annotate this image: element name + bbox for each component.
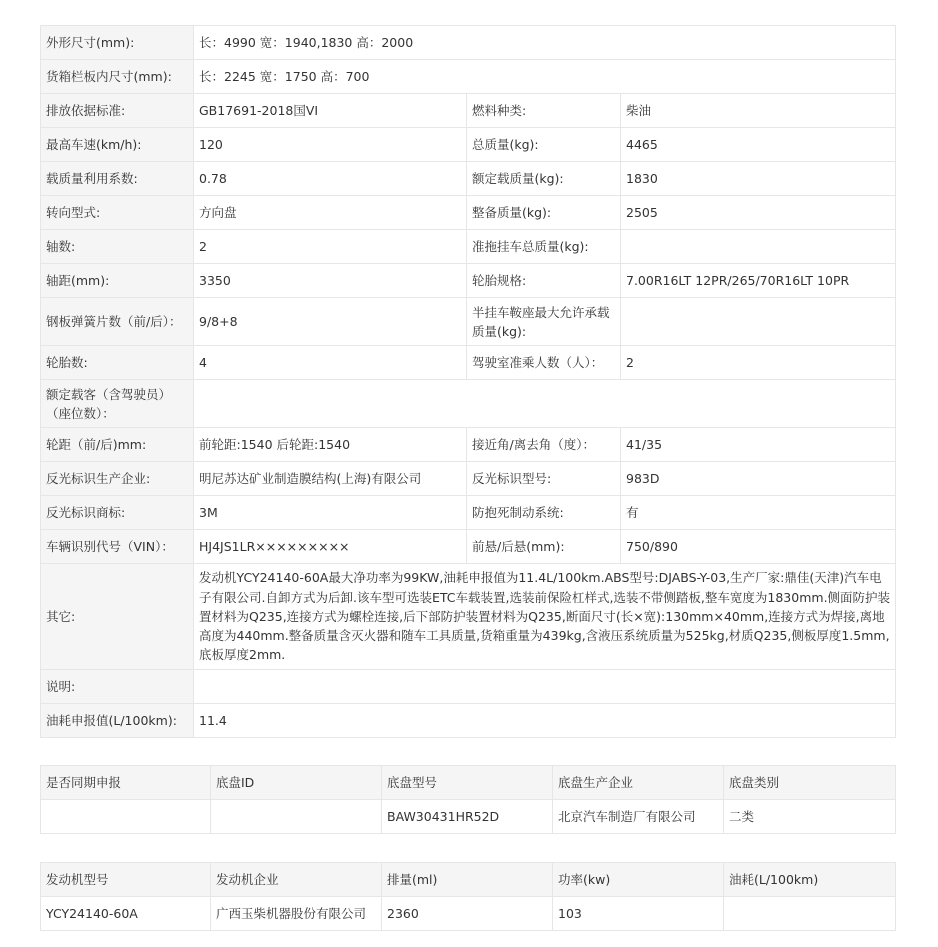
spec-row xyxy=(41,230,896,264)
spec-value: 长：4990 宽：1940,1830 高：2000 xyxy=(194,26,896,60)
spec-label: 前悬/后悬(mm): xyxy=(467,530,621,564)
spec-value: 3350 xyxy=(194,264,467,298)
engine-cell: 2360 xyxy=(382,897,553,931)
spec-value: 120 xyxy=(194,128,467,162)
spec-label: 防抱死制动系统: xyxy=(467,496,621,530)
spec-row xyxy=(41,496,896,530)
spec-value: 2505 xyxy=(621,196,896,230)
spec-label: 轴数: xyxy=(41,230,194,264)
spec-row xyxy=(41,564,896,670)
spec-value xyxy=(621,298,896,346)
spec-label: 轮胎规格: xyxy=(467,264,621,298)
spec-label: 燃料种类: xyxy=(467,94,621,128)
spec-value: 2 xyxy=(621,346,896,380)
engine-cell: 103 xyxy=(553,897,724,931)
spec-value: 0.78 xyxy=(194,162,467,196)
engine-header-cell: 发动机企业 xyxy=(211,863,382,897)
spec-row xyxy=(41,428,896,462)
chassis-cell xyxy=(211,800,382,834)
spec-value: 发动机YCY24140-60A最大净功率为99KW,油耗申报值为11.4L/100km.ABS型号:DJABS-Y-03,生产厂家:鼎佳(天津)汽车电子有限公司.自卸方式为后卸.该车型可选装ETC车载装置,选装前保险杠样式,选装不带侧踏板,整车宽度为1830mm.侧面防护装置材料为Q235,连接方式为螺栓连接,后下部防护装置材料为Q235,断面尺寸(长×宽):130mm×40mm,连接方式为焊接,离地高度为440mm.整备质量含灭火器和随车工具质量,货箱重量为439kg,含液压系统质量为525kg,材质Q235,侧板厚度1.5mm,底板厚度2mm. xyxy=(194,564,896,670)
spec-label: 半挂车鞍座最大允许承载质量(kg): xyxy=(467,298,621,346)
spec-value: HJ4JS1LR××××××××× xyxy=(194,530,467,564)
spec-row xyxy=(41,298,896,346)
spec-label: 钢板弹簧片数（前/后）： xyxy=(41,298,194,346)
spec-value: 4 xyxy=(194,346,467,380)
spec-row xyxy=(41,196,896,230)
spec-row xyxy=(41,462,896,496)
chassis-cell xyxy=(41,800,211,834)
spec-row xyxy=(41,264,896,298)
spec-label: 油耗申报值(L/100km): xyxy=(41,704,194,738)
spec-row xyxy=(41,670,896,704)
spec-label: 车辆识别代号（VIN）： xyxy=(41,530,194,564)
engine-header-cell: 排量(ml) xyxy=(382,863,553,897)
spec-label: 转向型式: xyxy=(41,196,194,230)
chassis-header-cell: 底盘类别 xyxy=(724,766,896,800)
spec-label: 载质量利用系数: xyxy=(41,162,194,196)
engine-header-cell: 发动机型号 xyxy=(41,863,211,897)
spec-value xyxy=(194,380,896,428)
chassis-cell: 二类 xyxy=(724,800,896,834)
engine-header-cell: 油耗(L/100km) xyxy=(724,863,896,897)
spec-label: 反光标识型号: xyxy=(467,462,621,496)
spec-label: 排放依据标准: xyxy=(41,94,194,128)
engine-cell xyxy=(724,897,896,931)
spec-row xyxy=(41,346,896,380)
spec-label: 准拖挂车总质量(kg): xyxy=(467,230,621,264)
spec-value xyxy=(194,670,896,704)
spec-value: 1830 xyxy=(621,162,896,196)
spec-value: 7.00R16LT 12PR/265/70R16LT 10PR xyxy=(621,264,896,298)
vehicle-spec-table xyxy=(40,25,896,738)
spec-label: 反光标识生产企业: xyxy=(41,462,194,496)
spec-row xyxy=(41,26,896,60)
spec-value: 750/890 xyxy=(621,530,896,564)
chassis-cell: 北京汽车制造厂有限公司 xyxy=(553,800,724,834)
spec-value: 有 xyxy=(621,496,896,530)
spec-value: 明尼苏达矿业制造膜结构(上海)有限公司 xyxy=(194,462,467,496)
spec-row xyxy=(41,94,896,128)
spec-label: 说明: xyxy=(41,670,194,704)
spec-value: 3M xyxy=(194,496,467,530)
spec-label: 外形尺寸(mm): xyxy=(41,26,194,60)
spec-value: 方向盘 xyxy=(194,196,467,230)
chassis-table xyxy=(40,765,896,834)
spec-row xyxy=(41,128,896,162)
spec-row xyxy=(41,380,896,428)
spec-value: 2 xyxy=(194,230,467,264)
spec-row xyxy=(41,704,896,738)
spec-value: 柴油 xyxy=(621,94,896,128)
chassis-header-row xyxy=(41,766,896,800)
spec-label: 轮胎数: xyxy=(41,346,194,380)
spec-label: 接近角/离去角（度）： xyxy=(467,428,621,462)
spec-label: 额定载客（含驾驶员）（座位数）： xyxy=(41,380,194,428)
spec-value: GB17691-2018国VI xyxy=(194,94,467,128)
engine-cell: 广西玉柴机器股份有限公司 xyxy=(211,897,382,931)
spec-value: 983D xyxy=(621,462,896,496)
spec-label: 反光标识商标: xyxy=(41,496,194,530)
spec-row xyxy=(41,530,896,564)
spec-label: 整备质量(kg): xyxy=(467,196,621,230)
engine-header-cell: 功率(kw) xyxy=(553,863,724,897)
chassis-row xyxy=(41,800,896,834)
spec-value: 11.4 xyxy=(194,704,896,738)
engine-row xyxy=(41,897,896,931)
spec-label: 其它: xyxy=(41,564,194,670)
spec-row xyxy=(41,162,896,196)
chassis-header-cell: 底盘型号 xyxy=(382,766,553,800)
spec-label: 最高车速(km/h): xyxy=(41,128,194,162)
engine-table xyxy=(40,862,896,931)
spec-value: 长：2245 宽：1750 高：700 xyxy=(194,60,896,94)
spec-label: 驾驶室准乘人数（人）： xyxy=(467,346,621,380)
chassis-header-cell: 底盘生产企业 xyxy=(553,766,724,800)
engine-cell: YCY24140-60A xyxy=(41,897,211,931)
spec-label: 总质量(kg): xyxy=(467,128,621,162)
spec-label: 货箱栏板内尺寸(mm): xyxy=(41,60,194,94)
spec-value xyxy=(621,230,896,264)
spec-value: 9/8+8 xyxy=(194,298,467,346)
chassis-header-cell: 是否同期申报 xyxy=(41,766,211,800)
chassis-cell: BAW30431HR52D xyxy=(382,800,553,834)
spec-label: 轴距(mm): xyxy=(41,264,194,298)
spec-label: 轮距（前/后)mm: xyxy=(41,428,194,462)
spec-value: 前轮距:1540 后轮距:1540 xyxy=(194,428,467,462)
engine-header-row xyxy=(41,863,896,897)
spec-label: 额定载质量(kg): xyxy=(467,162,621,196)
chassis-header-cell: 底盘ID xyxy=(211,766,382,800)
spec-value: 4465 xyxy=(621,128,896,162)
spec-value: 41/35 xyxy=(621,428,896,462)
spec-row xyxy=(41,60,896,94)
